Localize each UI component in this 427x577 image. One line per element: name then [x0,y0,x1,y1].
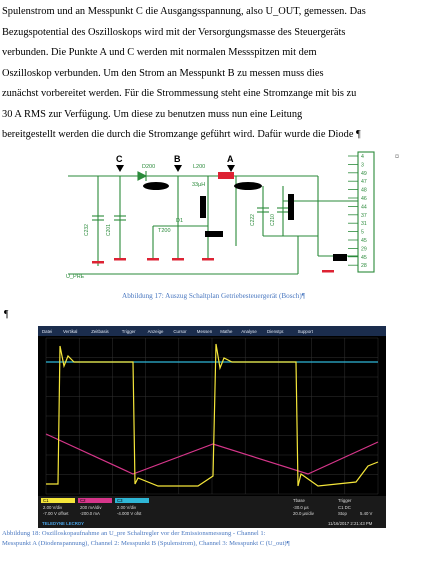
timestamp: 11/16/2017 2:21:43 PM [328,521,373,526]
timebase-offset: -30.0 µs [293,505,309,510]
pilcrow: ¶ [4,309,9,320]
caption-line-2: Messpunkt A (Diodenspannung), Channel 2: Messpunkt B (Spulenstrom), Channel 3: Messpunkt C (U_out)¶ [2,539,290,547]
paragraph-line: bereitgestellt werden die durch die Stromzange geführt wird. Dafür wurde die Diode ¶ [2,129,361,140]
scope-menu-item[interactable]: Anzeige [147,329,164,334]
label-c210: C210 [270,214,276,226]
connector-pin-label: 45 [361,254,367,261]
trigger-source: C1 DC [338,505,351,510]
scope-menu-item[interactable]: Trigger [121,329,136,334]
label-u-pre: U_PRE [66,274,85,280]
label-c: C [116,154,123,164]
paragraph-line: 30 A RMS zur Verfügung. Um diese zu benutzen muss nun eine Leitung [2,108,303,120]
paragraph-line: Spulenstrom und an Messpunkt C die Ausgangsspannung, also U_OUT, gemessen. Das [2,6,366,17]
ch2-scale: 200 mA/div [80,505,102,510]
connector-pin-label: 3 [361,162,364,169]
connector-pin-label: 49 [361,170,367,177]
paragraph-line: Oszilloskop verbunden. Um den Strom an Messpunkt B zu messen muss dies [2,67,324,79]
caption-line-1: Abbildung 18: Oszilloskopaufnahme an U_pre Schaltregler vor der Emissionsmessung - Channel 1: [2,530,266,537]
connector-pin-label: 45 [361,238,367,244]
label-t200: T200 [158,228,171,234]
brand-label: TELEDYNE LECROY [42,521,85,526]
label-l200: L200 [193,164,206,170]
connector-pin-label: 31 [361,221,367,228]
connector-pin-label: 4 [361,154,364,160]
trigger-level: 5.40 V [360,511,373,516]
label-c222: C222 [250,214,256,226]
trigger-label: Trigger [338,498,352,503]
scope-menu-item[interactable]: Vertikal [63,329,78,334]
connector-pin-label: 5 [361,229,364,236]
connector-pin-label: 48 [361,187,367,194]
ch2-offset: -200.0 mA [80,511,100,516]
label-l200-val: 33µH [192,182,206,188]
figure-caption-18 [2,529,412,548]
ch3-scale: 2.00 V/div [117,505,137,510]
label-b: B [174,154,181,164]
label-c232: C232 [84,224,90,236]
label-d1: D1 [176,218,184,224]
timebase-div: 20.0 µs/div [293,511,314,516]
scope-menu-item[interactable]: Dienstpr. [267,329,285,334]
timebase-label: Tbase [293,498,305,503]
ch3-offset: -4.000 V ofst [117,511,142,516]
paragraph-line: zunächst vorbereitet werden. Für die Strommessung steht eine Stromzange mit bis zu [2,88,357,99]
connector-pin-label: 28 [361,263,367,270]
ch3-tag: C3 [117,498,123,503]
schematic-figure [58,146,384,288]
ch1-tag: C1 [43,498,49,503]
scope-menu-item[interactable]: Cursor [173,329,187,334]
connector-pin-label: 46 [361,196,367,202]
side-mark: ¤ [395,152,399,161]
body-paragraph [2,2,406,146]
trigger-state: Stop [338,511,347,516]
connector-pin-label: 29 [361,246,367,253]
scope-menu-item[interactable]: Datei [42,329,53,334]
paragraph-line: verbunden. Die Punkte A und C werden mit normalen Messspitzen mit dem [2,47,317,58]
paragraph-line: Bezugspotential des Oszilloskops wird mit der Versorgungsmasse des Steuergeräts [2,26,346,38]
ch1-offset: -7.00 V offset [43,511,69,516]
figure-caption-17: Abbildung 17: Auszug Schaltplan Getriebesteuergerät (Bosch)¶ [122,292,305,300]
ch2-tag: C2 [80,498,86,503]
scope-menu-item[interactable]: Messen [196,329,213,334]
ch1-scale: 2.00 V/div [43,505,63,510]
label-d200: D200 [142,164,156,170]
scope-menu-item[interactable]: Support [297,329,313,334]
connector-pin-label: 47 [361,179,367,186]
scope-menu-item[interactable]: Zeitbasis [91,329,109,334]
scope-menu-item[interactable]: Analyse [241,329,257,334]
label-c201: C201 [106,224,112,236]
oscilloscope-image [38,326,386,528]
connector-pin-label: 37 [361,212,367,219]
scope-menu-item[interactable]: Mathe [220,329,233,334]
connector-pin-label: 44 [361,204,367,211]
label-a: A [227,154,234,164]
